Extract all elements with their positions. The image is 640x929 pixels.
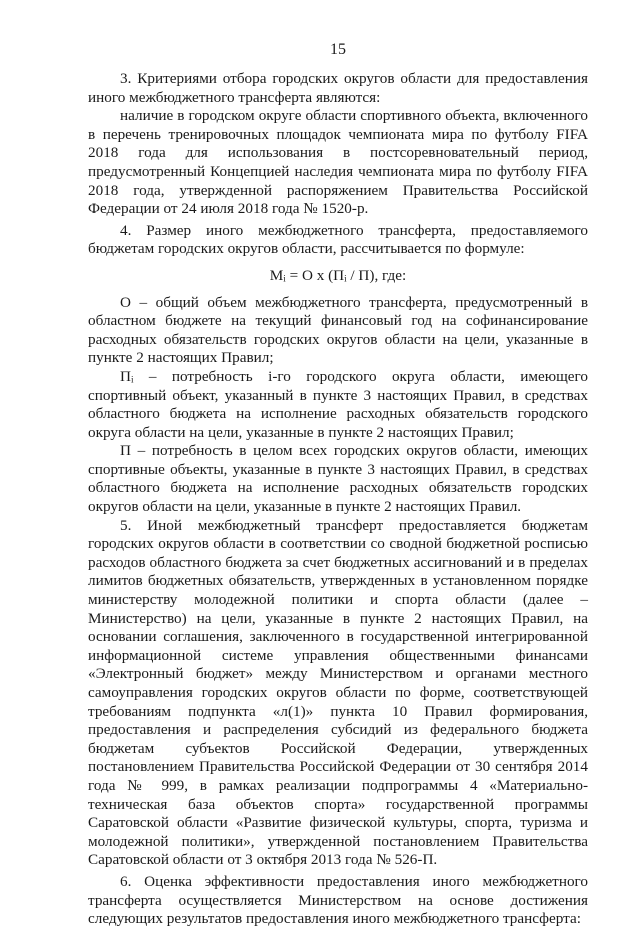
definition-p: П – потребность в целом всех городских округов области, имеющих спортивные объекты, указанные в пункте 3 настоящих Правил, в средствах областного бюджета на исполнение расходных обязательств городских округов области на цели, указанные в пункте 2 настоящих Правил.	[88, 442, 588, 516]
formula: Mᵢ = O x (Пᵢ / П), где:	[269, 266, 407, 284]
paragraph-6: 6. Оценка эффективности предоставления иного межбюджетного трансферта осуществляется Министерством на основе достижения следующих результатов предоставления иного межбюджетного трансферта:	[88, 872, 588, 928]
definition-o: О – общий объем межбюджетного трансферта, предусмотренный в областном бюджете на текущий финансовый год на софинансирование расходных обязательств городских округов области на цели, указанные в пункте 2 настоящих Правил;	[88, 293, 588, 367]
page-number: 15	[330, 41, 346, 58]
paragraph-5: 5. Иной межбюджетный трансферт предоставляется бюджетам городских округов области в соответствии со сводной бюджетной росписью расходов областного бюджета за счет бюджетных ассигнований и в пределах лимитов бюджетных обязательств, утвержденных в установленном порядке министерству молодежной политики и спорта области (далее – Министерство) на цели, указанные в пункте 2 настоящих Правил, на основании соглашения, заключенного в государственной интегрированной информационной системе управления общественными финансами «Электронный бюджет» между Министерством и органами местного самоуправления городских округов области по форме, соответствующей требованиям подпункта «л(1)» пункта 10 Правил формирования, предоставления и распределения субсидий из федерального бюджета бюджетам субъектов Российской Федерации, утвержденных постановлением Правительства Российской Федерации от 30 сентября 2014 года № 999, в рамках реализации подпрограммы 4 «Материально-техническая база объектов спорта» государственной программы Саратовской области «Развитие физической культуры, спорта, туризма и молодежной политики», утвержденной постановлением Правительства Саратовской области от 3 октября 2013 года № 526-П.	[88, 516, 588, 869]
paragraph-3-body: наличие в городском округе области спортивного объекта, включенного в перечень тренировочных площадок чемпионата мира по футболу FIFA 2018 года для использования в постсоревновательный период, предусмотренный Концепцией наследия чемпионата мира по футболу FIFA 2018 года, утвержденной распоряжением Правительства Российской Федерации от 24 июля 2018 года № 1520-р.	[88, 107, 588, 218]
paragraph-3-title: 3. Критериями отбора городских округов области для предоставления иного межбюджетного трансферта являются:	[88, 70, 588, 106]
paragraph-4: 4. Размер иного межбюджетного трансферта, предоставляемого бюджетам городских округов области, рассчитывается по формуле:	[88, 221, 588, 258]
definition-pi: Пᵢ – потребность i-го городского округа области, имеющего спортивный объект, указанный в пункте 3 настоящих Правил, в средствах областного бюджета на исполнение расходных обязательств городского округа области на цели, указанные в пункте 2 настоящих Правил;	[88, 367, 588, 441]
